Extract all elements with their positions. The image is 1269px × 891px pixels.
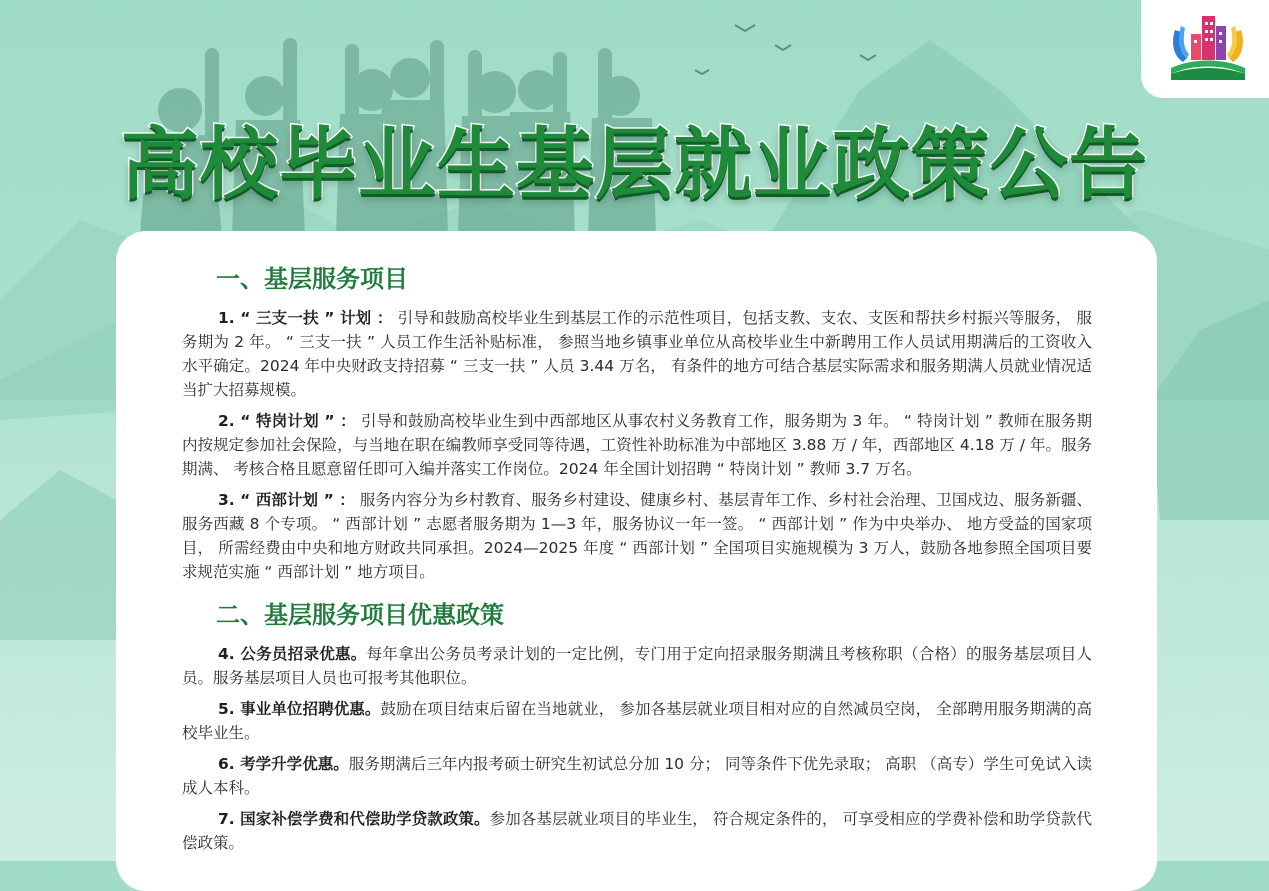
policy-item-tuition-compensation (182, 807, 1092, 855)
policy-item-lead: 5. 事业单位招聘优惠。 (218, 700, 381, 718)
section-heading-preferential-policies: 二、基层服务项目优惠政策 (216, 601, 504, 629)
policy-item-lead: 3. “ 西部计划 ” ： (218, 491, 355, 509)
policy-item-civil-service (182, 642, 1092, 690)
policy-item-lead: 7. 国家补偿学费和代偿助学贷款政策。 (218, 810, 490, 828)
policy-item-lead: 1. “ 三支一扶 ” 计划 ： (218, 309, 393, 327)
policy-item-sanzhiyifu (182, 306, 1092, 402)
policy-item-body: 服务内容分为乡村教育、服务乡村建设、健康乡村、基层青年工作、乡村社会治理、卫国戍边、服务新疆、服务西藏 8 个专项。 “ 西部计划 ” 志愿者服务期为 1—3 年，服务协议一年一签。 “ 西部计划 ” 作为中央举办、 地方受益的国家项目， 所需经费由中央和地方财政共同承担。2024—2025 年度 “ 西部计划 ” 全国项目实施规模为 3 万人，鼓励各地参照全国项目要求规范实施 “ 西部计划 ” 地方项目。 (182, 491, 1092, 581)
policy-item-lead: 4. 公务员招录优惠。 (218, 645, 367, 663)
policy-item-body: 参加各基层就业项目的毕业生， 符合规定条件的， 可享受相应的学费补偿和助学贷款代偿政策。 (182, 810, 1092, 852)
page-title: 高校毕业生基层就业政策公告 (120, 119, 1148, 210)
policy-item-body: 每年拿出公务员考录计划的一定比例，专门用于定向招录服务期满且考核称职（合格）的服务基层项目人员。服务基层项目人员也可报考其他职位。 (182, 645, 1092, 687)
policy-item-body: 服务期满后三年内报考硕士研究生初试总分加 10 分； 同等条件下优先录取； 高职 （高专）学生可免试入读成人本科。 (182, 755, 1092, 797)
policy-item-lead: 2. “ 特岗计划 ” ： (218, 412, 356, 430)
policy-item-body: 鼓励在项目结束后留在当地就业， 参加各基层就业项目相对应的自然减员空岗， 全部聘用服务期满的高校毕业生。 (182, 700, 1093, 742)
policy-item-public-institution (182, 697, 1092, 745)
policy-item-further-study (182, 752, 1092, 800)
notice-content (182, 262, 1092, 862)
policy-item-xibu (182, 488, 1092, 584)
policy-item-body: 引导和鼓励高校毕业生到基层工作的示范性项目，包括支教、支农、支医和帮扶乡村振兴等服务， 服务期为 2 年。 “ 三支一扶 ” 人员工作生活补贴标准， 参照当地乡镇事业单位从高校毕业生中新聘用工作人员试用期满后的工资收入水平确定。2024 年中央财政支持招募 “ 三支一扶 ” 人员 3.44 万名， 有条件的地方可结合基层实际需求和服务期满人员就业情况适当扩大招募规模。 (182, 309, 1093, 399)
section-heading-grassroots-projects: 一、基层服务项目 (216, 265, 408, 293)
policy-item-body: 引导和鼓励高校毕业生到中西部地区从事农村义务教育工作，服务期为 3 年。 “ 特岗计划 ” 教师在服务期内按规定参加社会保险，与当地在职在编教师享受同等待遇，工资性补助标准为中部地区 3.88 万 / 年，西部地区 4.18 万 / 年。服务期满、 考核合格且愿意留任即可入编并落实工作岗位。2024 年全国计划招聘 “ 特岗计划 ” 教师 3.7 万名。 (182, 412, 1092, 478)
policy-item-lead: 6. 考学升学优惠。 (218, 755, 349, 773)
city-hands-logo-icon (1169, 12, 1247, 84)
policy-item-tegang (182, 409, 1092, 481)
bird-silhouettes (695, 25, 876, 74)
logo-container (1141, 0, 1269, 98)
